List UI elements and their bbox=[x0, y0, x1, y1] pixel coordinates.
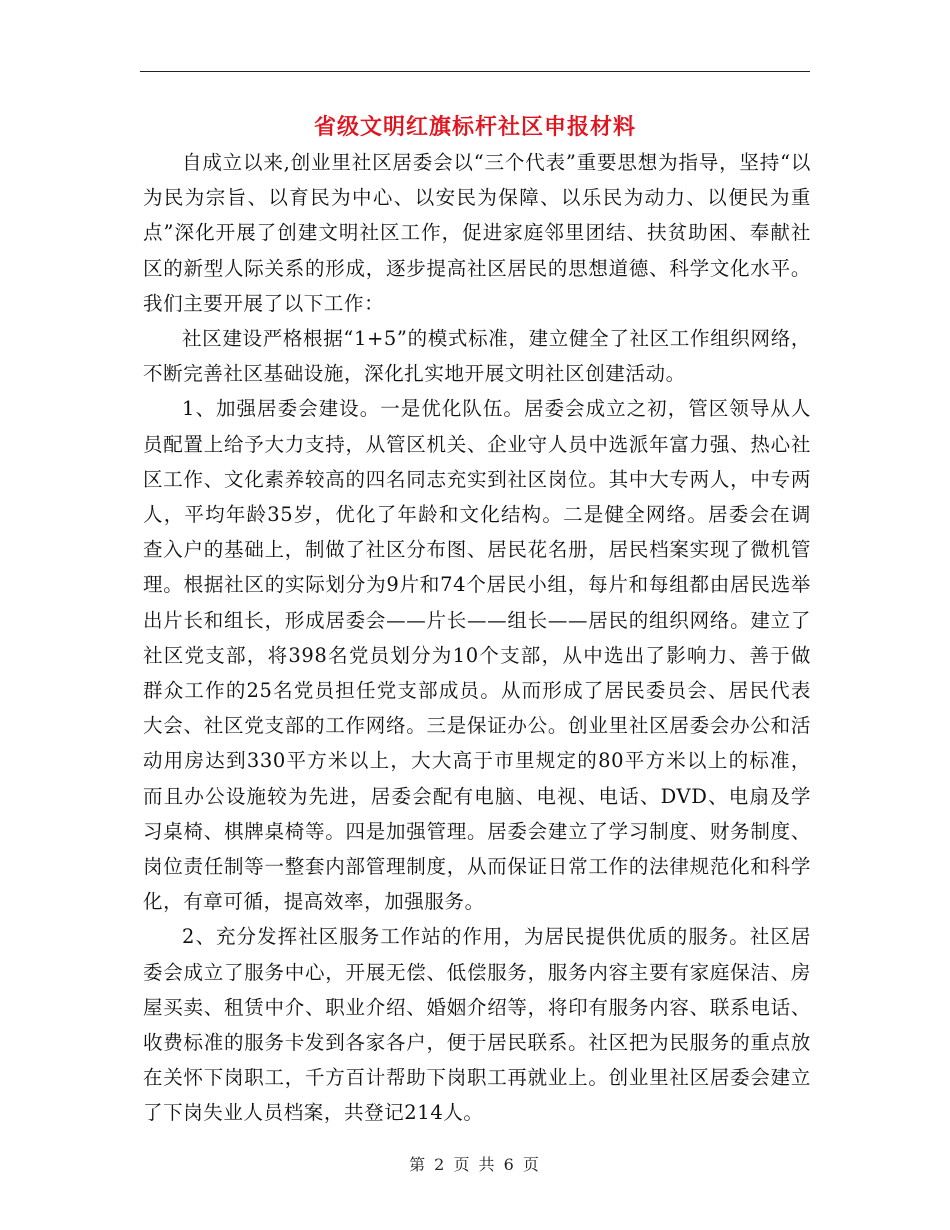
header-rule bbox=[140, 71, 810, 72]
document-title: 省级文明红旗标杆社区申报材料 bbox=[313, 114, 636, 140]
document-body bbox=[143, 145, 811, 1131]
paragraph-service-station: 2、充分发挥社区服务工作站的作用，为居民提供优质的服务。社区居委会成立了服务中心，开展无偿、低偿服务，服务内容主要有家庭保洁、房屋买卖、租赁中介、职业介绍、婚姻介绍等，将印有服务内容、联系电话、收费标准的服务卡发到各家各户，便于居民联系。社区把为民服务的重点放在关怀下岗职工，千方百计帮助下岗职工再就业上。创业里社区居委会建立了下岗失业人员档案，共登记214人。 bbox=[143, 925, 811, 1125]
paragraph-community-building: 社区建设严格根据“1+5”的模式标准，建立健全了社区工作组织网络，不断完善社区基础设施，深化扎实地开展文明社区创建活动。 bbox=[143, 327, 811, 386]
page-number: 第 2 页 共 6 页 bbox=[409, 1155, 541, 1174]
paragraph-intro: 自成立以来,创业里社区居委会以“三个代表”重要思想为指导，坚持“以为民为宗旨、以育民为中心、以安民为保障、以乐民为动力、以便民为重点”深化开展了创建文明社区工作，促进家庭邻里团结、扶贫助困、奉献社区的新型人际关系的形成，逐步提高社区居民的思想道德、科学文化水平。我们主要开展了以下工作： bbox=[143, 151, 811, 315]
paragraph-committee-construction: 1、加强居委会建设。一是优化队伍。居委会成立之初，管区领导从人员配置上给予大力支持，从管区机关、企业守人员中选派年富力强、热心社区工作、文化素养较高的四名同志充实到社区岗位。其中大专两人，中专两人，平均年龄35岁，优化了年龄和文化结构。二是健全网络。居委会在调查入户的基础上，制做了社区分布图、居民花名册，居民档案实现了微机管理。根据社区的实际划分为9片和74个居民小组，每片和每组都由居民选举出片长和组长，形成居委会——片长——组长——居民的组织网络。建立了社区党支部，将398名党员划分为10个支部，从中选出了影响力、善于做群众工作的25名党员担任党支部成员。从而形成了居民委员会、居民代表大会、社区党支部的工作网络。三是保证办公。创业里社区居委会办公和活动用房达到330平方米以上，大大高于市里规定的80平方米以上的标准，而且办公设施较为先进，居委会配有电脑、电视、电话、DVD、电扇及学习桌椅、棋牌桌椅等。四是加强管理。居委会建立了学习制度、财务制度、岗位责任制等一整套内部管理制度，从而保证日常工作的法律规范化和科学化，有章可循，提高效率，加强服务。 bbox=[143, 397, 811, 914]
